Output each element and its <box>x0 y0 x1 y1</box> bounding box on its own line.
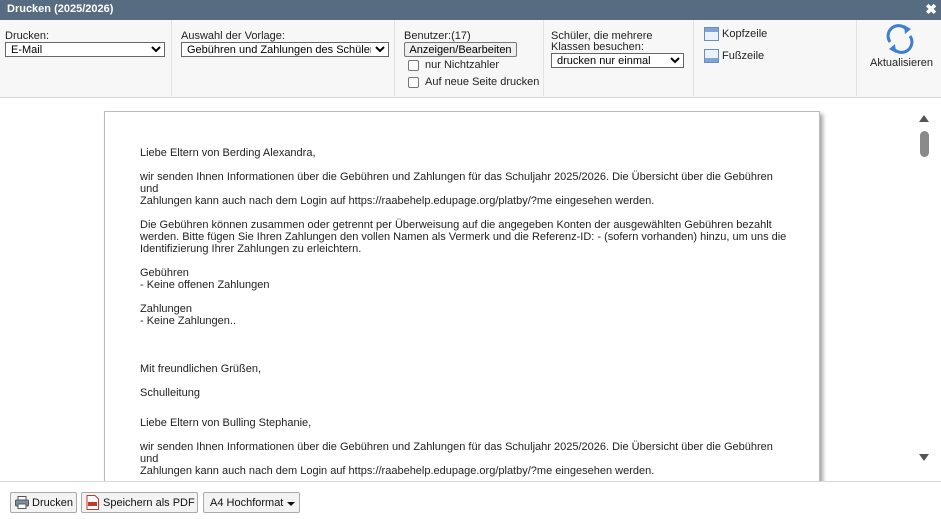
letter-paragraph-line: wir senden Ihnen Informationen über die Gebühren und Zahlungen für das Schuljahr 2025/2026. Die Übersicht über die Gebühren und <box>140 441 773 465</box>
payments-value: - Keine Zahlungen.. <box>140 315 237 327</box>
header-footer-group <box>694 20 857 96</box>
scroll-thumb[interactable] <box>920 131 929 157</box>
letter-paragraph-line: Die Gebühren können zusammen oder getrennt per Überweisung auf die angegeben Konten der ausgewählten Gebühren bezahlt <box>140 219 772 231</box>
fees-value: - Keine offenen Zahlungen <box>140 279 270 291</box>
multi-class-label-line1: Schüler, die mehrere <box>551 30 653 42</box>
letter-content <box>140 147 790 481</box>
print-button-label: Drucken <box>32 497 73 509</box>
scroll-down-icon[interactable] <box>919 454 929 461</box>
letter-paragraph-line: wir senden Ihnen Informationen über die Gebühren und Zahlungen für das Schuljahr 2025/2026. Die Übersicht über die Gebühren und <box>140 171 773 195</box>
header-toggle-label[interactable]: Kopfzeile <box>722 28 768 40</box>
only-nonpayers-checkbox[interactable] <box>408 60 419 71</box>
save-pdf-button[interactable] <box>81 492 198 513</box>
multi-class-select[interactable] <box>551 53 684 68</box>
letter-paragraph-line: werden. Bitte fügen Sie Ihren Zahlungen den vollen Namen als Vermerk und die Referenz-ID: - (sofern vorhanden) hinzu, um uns die <box>140 231 787 243</box>
chevron-down-icon <box>287 502 295 506</box>
template-label: Auswahl der Vorlage: <box>181 30 285 42</box>
refresh-label: Aktualisieren <box>870 57 933 69</box>
print-button[interactable] <box>10 492 77 513</box>
close-icon[interactable]: ✖ <box>925 1 937 17</box>
print-mode-group <box>0 20 172 96</box>
window-titlebar <box>0 0 941 20</box>
multi-class-label-line2: Klassen besuchen: <box>551 41 644 53</box>
preview-page <box>104 111 820 481</box>
refresh-button[interactable] <box>857 20 941 96</box>
letter-paragraph-line: Zahlungen kann auch nach dem Login auf https://raabehelp.edupage.org/platby/?me eingesehen werden. <box>140 195 655 207</box>
letter-signature: Schulleitung <box>140 387 200 399</box>
fees-heading: Gebühren <box>140 267 189 279</box>
printer-icon <box>15 496 29 509</box>
header-icon[interactable] <box>704 27 719 41</box>
footer-icon[interactable] <box>704 49 719 63</box>
letter-paragraph-line: Identifizierung Ihrer Zahlungen zu erleichtern. <box>140 243 362 255</box>
show-edit-users-button[interactable]: Anzeigen/Bearbeiten <box>404 42 517 57</box>
page-format-label: A4 Hochformat <box>210 497 284 509</box>
users-count-label: Benutzer:(17) <box>404 30 471 42</box>
only-nonpayers-label: nur Nichtzahler <box>425 59 499 71</box>
refresh-icon <box>884 24 916 54</box>
letter-paragraph-line: Zahlungen kann auch nach dem Login auf https://raabehelp.edupage.org/platby/?me eingesehen werden. <box>140 465 655 477</box>
window-title: Drucken (2025/2026) <box>7 3 114 15</box>
template-group <box>172 20 395 96</box>
multi-class-group <box>544 20 694 96</box>
print-mode-select[interactable] <box>5 42 165 57</box>
letter-closing: Mit freundlichen Grüßen, <box>140 363 262 375</box>
letter-greeting: Liebe Eltern von Bulling Stephanie, <box>140 417 312 429</box>
pdf-icon <box>86 495 99 510</box>
template-select[interactable] <box>181 42 389 57</box>
users-group <box>395 20 544 96</box>
payments-heading: Zahlungen <box>140 303 192 315</box>
print-mode-label: Drucken: <box>5 30 50 42</box>
letter-greeting: Liebe Eltern von Berding Alexandra, <box>140 147 316 159</box>
new-page-label: Auf neue Seite drucken <box>425 76 540 88</box>
footer-toggle-label[interactable]: Fußzeile <box>722 50 765 62</box>
dialog-footer <box>0 481 941 519</box>
scroll-up-icon[interactable] <box>919 115 929 122</box>
new-page-checkbox[interactable] <box>408 77 419 88</box>
save-pdf-label: Speichern als PDF <box>103 497 195 509</box>
page-format-dropdown[interactable] <box>203 492 300 513</box>
print-options-toolbar <box>0 20 941 98</box>
print-preview-area[interactable] <box>0 98 941 481</box>
preview-scrollbar[interactable] <box>915 112 933 464</box>
